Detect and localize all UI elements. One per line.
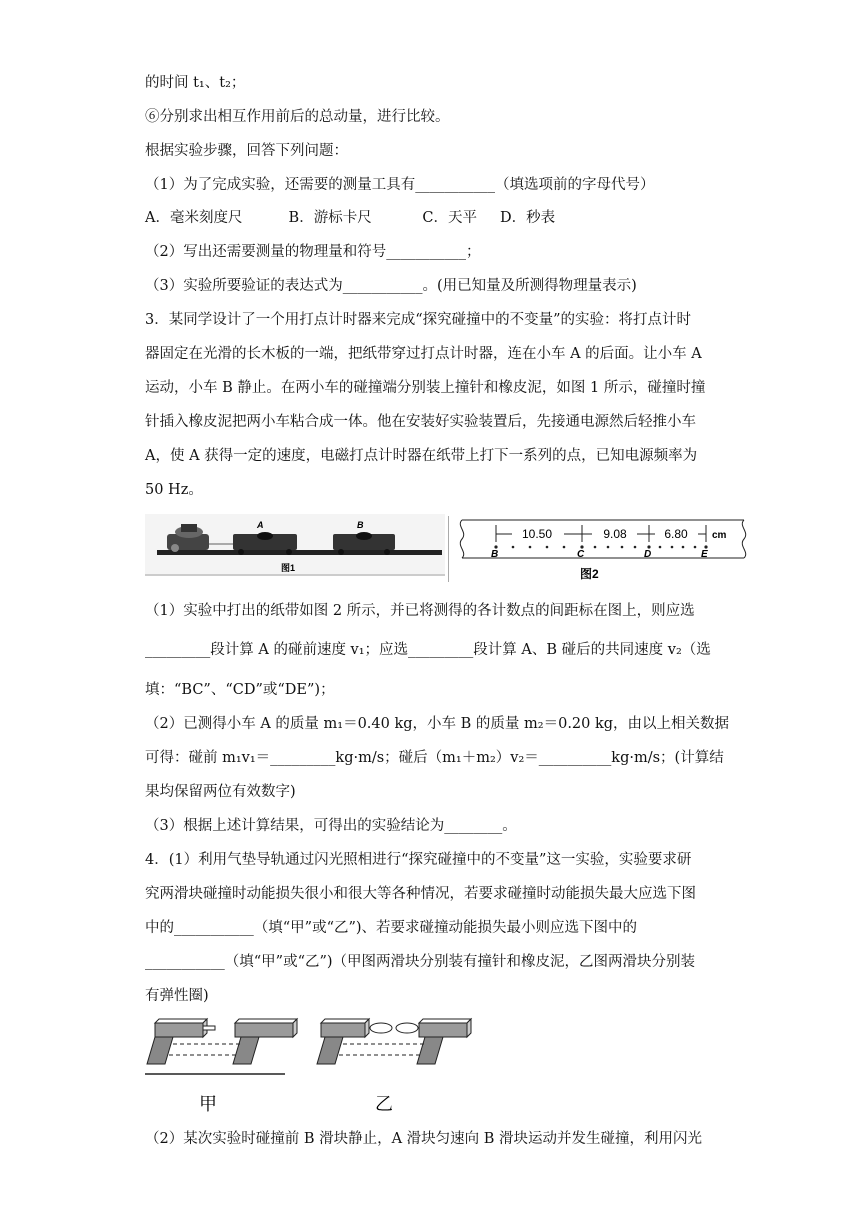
segment-de-value: 6.80 [664, 527, 688, 541]
point-b-label: B [491, 549, 499, 560]
text-line: _________段计算 A 的碰前速度 v₁；应选_________段计算 A、B 碰后的共同速度 v₂（选 [145, 642, 711, 658]
text-line: 有弹性圈) [145, 988, 209, 1004]
text-line: 器固定在光滑的长木板的一端，把纸带穿过打点计时器，连在小车 A 的后面。让小车 A [145, 346, 702, 362]
text-line: 针插入橡皮泥把两小车粘合成一体。他在安装好实验装置后，先接通电源然后轻推小车 [145, 414, 696, 430]
text-line: （3）实验所要验证的表达式为___________。(用已知量及所测得物理量表示) [145, 278, 637, 294]
point-e-label: E [701, 549, 708, 560]
cart-a-label: A [257, 520, 264, 530]
text-line: （2）已测得小车 A 的质量 m₁＝0.40 kg，小车 B 的质量 m₂＝0.20 kg，由以上相关数据 [145, 716, 730, 732]
unit-label: cm [712, 530, 727, 541]
text-line: （1）实验中打出的纸带如图 2 所示，并已将测得的各计数点的间距标在图上，则应选 [145, 603, 695, 619]
text-line: 4．(1）利用气垫导轨通过闪光照相进行“探究碰撞中的不变量”这一实验，实验要求研 [145, 852, 692, 868]
text-line: 填：“BC”、“CD”或“DE”)； [145, 682, 335, 698]
figure-2 [448, 514, 748, 584]
figure-3 [145, 1016, 485, 1120]
air-track-right [317, 1019, 471, 1064]
text-line: （1）为了完成实验，还需要的测量工具有___________（填选项前的字母代号） [145, 177, 655, 193]
figure-1 [145, 514, 445, 582]
label-jia: 甲 [199, 1094, 217, 1114]
figure-1-caption: 图1 [281, 563, 296, 573]
text-line: ⑥分别求出相互作用前后的总动量，进行比较。 [145, 109, 450, 125]
text-line: （2）写出还需要测量的物理量和符号___________； [145, 244, 481, 260]
text-line: （2）某次实验时碰撞前 B 滑块静止，A 滑块匀速向 B 滑块运动并发生碰撞，利用闪光 [145, 1131, 703, 1147]
label-yi: 乙 [375, 1094, 393, 1114]
text-line: 中的___________（填“甲”或“乙”)、若要求碰撞动能损失最小则应选下图中的 [145, 920, 638, 936]
point-c-label: C [577, 549, 585, 560]
text-line: 50 Hz。 [145, 482, 203, 498]
text-line: 的时间 t₁、t₂； [145, 75, 246, 91]
cart-b-label: B [357, 520, 364, 530]
text-line: A，使 A 获得一定的速度，电磁打点计时器在纸带上打下一系列的点，已知电源频率为 [145, 448, 698, 464]
text-line: （3）根据上述计算结果，可得出的实验结论为________。 [145, 818, 517, 834]
segment-cd-value: 9.08 [603, 527, 627, 541]
text-line: 根据实验步骤，回答下列问题： [145, 143, 348, 159]
text-line: 运动，小车 B 静止。在两小车的碰撞端分别装上撞针和橡皮泥，如图 1 所示，碰撞时撞 [145, 380, 706, 396]
text-line: A．毫米刻度尺 B．游标卡尺 C．天平 D．秒表 [145, 210, 556, 226]
text-line: 可得：碰前 m₁v₁＝_________kg·m/s；碰后（m₁＋m₂）v₂＝__________kg·m/s；(计算结 [145, 750, 724, 766]
text-line: 果均保留两位有效数字) [145, 784, 296, 800]
air-track-left [145, 1019, 297, 1074]
figure-2-caption: 图2 [580, 567, 599, 581]
text-line: 究两滑块碰撞时动能损失很小和很大等各种情况，若要求碰撞时动能损失最大应选下图 [145, 886, 696, 902]
point-d-label: D [644, 549, 652, 560]
text-line: 3．某同学设计了一个用打点计时器来完成“探究碰撞中的不变量”的实验：将打点计时 [145, 312, 692, 328]
text-line: ___________（填“甲”或“乙”)（甲图两滑块分别装有撞针和橡皮泥，乙图两滑块分别装 [145, 954, 696, 970]
segment-bc-value: 10.50 [521, 527, 553, 541]
